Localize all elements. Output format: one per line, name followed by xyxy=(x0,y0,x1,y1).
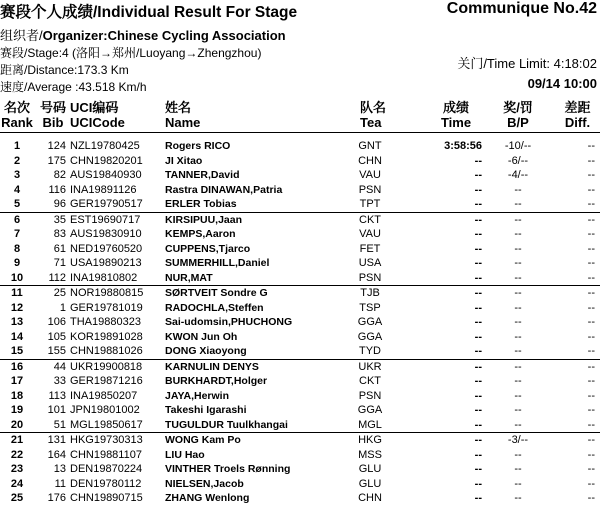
cell-uci: GER19781019 xyxy=(70,301,143,314)
table-row xyxy=(0,242,600,257)
cell-rank: 2 xyxy=(13,154,21,167)
cell-name: RADOCHLA,Steffen xyxy=(165,301,264,314)
cell-time: -- xyxy=(474,477,482,490)
col-header-rank: 名次 Rank xyxy=(1,100,33,130)
cell-bp: -- xyxy=(514,242,522,255)
cell-uci: NED19760520 xyxy=(70,242,143,255)
cell-bp: -- xyxy=(514,404,522,416)
cell-bp: -- xyxy=(514,257,522,269)
cell-rank: 4 xyxy=(13,183,21,196)
organizer-value: Organizer:Chinese Cycling Association xyxy=(42,28,286,43)
cell-time: -- xyxy=(474,183,482,196)
col-header-name: 姓名 Name xyxy=(165,100,201,130)
organizer-label: 组织者/ xyxy=(0,28,43,43)
table-row xyxy=(0,286,600,301)
table-row xyxy=(0,491,600,506)
cell-bib: 83 xyxy=(53,228,66,240)
cell-bib: 101 xyxy=(47,404,66,416)
cell-time: -- xyxy=(474,301,482,314)
table-row xyxy=(0,389,600,404)
cell-diff: -- xyxy=(587,198,595,210)
table-row xyxy=(0,330,600,345)
cell-uci: CHN19820201 xyxy=(70,154,143,167)
cell-team: GGA xyxy=(357,330,383,343)
table-row xyxy=(0,183,600,198)
cell-bp: -- xyxy=(514,213,522,226)
cell-name: VINTHER Troels Rønning xyxy=(165,463,291,475)
table-row xyxy=(0,448,600,463)
cell-uci: UKR19900818 xyxy=(70,360,143,373)
cell-diff: -- xyxy=(587,183,595,196)
col-header-bib: 号码 Bib xyxy=(39,100,66,130)
table-row xyxy=(0,315,600,330)
cell-bib: 44 xyxy=(53,360,66,373)
cell-name: KWON Jun Oh xyxy=(165,330,238,343)
cell-bib: 105 xyxy=(47,330,66,343)
cell-bp: -- xyxy=(514,316,522,328)
cell-team: CHN xyxy=(358,492,382,504)
cell-diff: -- xyxy=(587,389,595,402)
cell-rank: 11 xyxy=(11,287,23,299)
cell-team: TJB xyxy=(360,287,380,299)
table-row xyxy=(0,462,600,477)
cell-time: -- xyxy=(474,257,482,269)
cell-time: 3:58:56 xyxy=(444,140,482,152)
cell-bib: 61 xyxy=(53,242,66,255)
time-limit: 关门/Time Limit: 4:18:02 xyxy=(457,56,597,71)
cell-diff: -- xyxy=(587,448,595,461)
cell-name: ERLER Tobias xyxy=(165,198,237,210)
cell-team: CHN xyxy=(358,154,382,167)
cell-bib: 164 xyxy=(47,448,66,461)
cell-uci: CHN19881107 xyxy=(70,448,142,461)
results-table xyxy=(0,139,600,506)
cell-rank: 15 xyxy=(10,345,24,357)
cell-bib: 1 xyxy=(59,301,66,314)
cell-bib: 175 xyxy=(47,154,66,167)
cell-bp: -- xyxy=(514,301,522,314)
cell-time: -- xyxy=(474,169,482,181)
col-header-uci: UCI编码 UCICode xyxy=(70,100,125,130)
cell-uci: GER19871216 xyxy=(70,375,143,387)
cell-rank: 20 xyxy=(10,418,24,431)
table-row xyxy=(0,301,600,316)
cell-name: SUMMERHILL,Daniel xyxy=(165,257,270,269)
cell-diff: -- xyxy=(587,434,595,446)
cell-uci: KOR19891028 xyxy=(70,330,143,343)
cell-name: JI Xitao xyxy=(165,154,203,167)
cell-name: Rastra DINAWAN,Patria xyxy=(165,183,283,196)
cell-name: WONG Kam Po xyxy=(165,434,241,446)
cell-time: -- xyxy=(474,330,482,343)
cell-bib: 82 xyxy=(53,169,66,181)
cell-diff: -- xyxy=(587,463,595,475)
cell-team: GLU xyxy=(358,463,382,475)
cell-team: CKT xyxy=(359,375,381,387)
col-header-diff: 差距 Diff. xyxy=(564,100,591,130)
table-row xyxy=(0,418,600,434)
cell-uci: NZL19780425 xyxy=(70,140,140,152)
cell-bp: -10/-- xyxy=(504,140,532,152)
cell-diff: -- xyxy=(587,228,595,240)
table-row xyxy=(0,271,600,287)
cell-bp: -- xyxy=(514,287,522,299)
cell-time: -- xyxy=(474,316,482,328)
cell-bib: 155 xyxy=(47,345,66,357)
cell-uci: CHN19881026 xyxy=(70,345,143,357)
cell-bib: 113 xyxy=(48,389,66,402)
cell-team: FET xyxy=(359,242,381,255)
cell-diff: -- xyxy=(587,257,595,269)
cell-rank: 19 xyxy=(10,404,24,416)
cell-diff: -- xyxy=(587,140,595,152)
cell-bp: -- xyxy=(514,492,522,504)
cell-diff: -- xyxy=(587,477,595,490)
cell-name: Takeshi Igarashi xyxy=(165,404,247,416)
cell-bp: -- xyxy=(514,418,522,431)
cell-team: UKR xyxy=(358,360,382,373)
cell-rank: 1 xyxy=(13,140,21,152)
cell-time: -- xyxy=(474,154,482,167)
cell-time: -- xyxy=(474,198,482,210)
cell-time: -- xyxy=(474,404,482,416)
cell-diff: -- xyxy=(587,492,595,504)
cell-bp: -- xyxy=(514,477,522,490)
table-row xyxy=(0,197,600,213)
cell-name: NIELSEN,Jacob xyxy=(165,477,244,490)
table-row xyxy=(0,360,600,375)
cell-bp: -- xyxy=(514,463,522,475)
table-row xyxy=(0,403,600,418)
cell-team: GGA xyxy=(357,404,383,416)
table-row xyxy=(0,227,600,242)
cell-bib: 112 xyxy=(48,271,66,284)
cell-uci: JPN19801002 xyxy=(70,404,140,416)
distance-line: 距离/Distance:173.3 Km xyxy=(0,63,129,77)
cell-uci: DEN19780112 xyxy=(70,477,142,490)
cell-name: TANNER,David xyxy=(165,169,240,181)
cell-diff: -- xyxy=(587,242,595,255)
cell-rank: 18 xyxy=(10,389,24,402)
cell-bib: 124 xyxy=(47,140,66,152)
column-header-row xyxy=(0,100,600,132)
cell-name: TUGULDUR Tuulkhangai xyxy=(165,418,288,431)
cell-team: GGA xyxy=(357,316,383,328)
cell-rank: 17 xyxy=(10,375,24,387)
cell-diff: -- xyxy=(587,360,595,373)
cell-uci: HKG19730313 xyxy=(70,434,143,446)
cell-diff: -- xyxy=(587,271,595,284)
cell-time: -- xyxy=(474,448,482,461)
cell-bib: 25 xyxy=(53,287,66,299)
cell-uci: NOR19880815 xyxy=(70,287,144,299)
cell-team: GNT xyxy=(358,140,382,152)
cell-bp: -4/-- xyxy=(507,169,529,181)
organizer-line xyxy=(0,25,286,44)
cell-time: -- xyxy=(474,271,482,284)
cell-bib: 13 xyxy=(53,463,66,475)
cell-uci: GER19790517 xyxy=(70,198,143,210)
cell-rank: 23 xyxy=(10,463,24,475)
cell-bp: -- xyxy=(514,345,522,357)
cell-time: -- xyxy=(474,463,482,475)
cell-team: MSS xyxy=(358,448,382,461)
cell-uci: THA19880323 xyxy=(70,316,141,328)
table-row xyxy=(0,374,600,389)
cell-bib: 71 xyxy=(53,257,66,269)
stage-line: 赛段/Stage:4 (洛阳→郑州/Luoyang→Zhengzhou) xyxy=(0,46,262,60)
cell-team: HKG xyxy=(358,434,382,446)
cell-uci: DEN19870224 xyxy=(70,463,143,475)
cell-bp: -- xyxy=(514,183,522,196)
table-row xyxy=(0,139,600,154)
cell-bib: 96 xyxy=(53,198,66,210)
cell-team: TYD xyxy=(359,345,381,357)
cell-diff: -- xyxy=(587,404,595,416)
cell-uci: USA19890213 xyxy=(70,257,142,269)
cell-bib: 176 xyxy=(47,492,66,504)
cell-time: -- xyxy=(474,345,482,357)
cell-uci: MGL19850617 xyxy=(70,418,143,431)
cell-name: KARNULIN DENYS xyxy=(165,360,259,373)
cell-time: -- xyxy=(474,418,482,431)
cell-bp: -6/-- xyxy=(507,154,529,167)
cell-bp: -- xyxy=(514,198,522,210)
cell-uci: AUS19840930 xyxy=(70,169,142,181)
cell-bib: 116 xyxy=(48,183,66,196)
cell-team: GLU xyxy=(358,477,382,490)
col-header-team: 队名 Tea xyxy=(360,100,387,130)
cell-name: DONG Xiaoyong xyxy=(165,345,247,357)
cell-uci: INA19891126 xyxy=(70,183,137,196)
cell-team: VAU xyxy=(359,228,381,240)
cell-rank: 12 xyxy=(10,301,24,314)
cell-diff: -- xyxy=(587,154,595,167)
cell-rank: 7 xyxy=(13,228,21,240)
cell-uci: EST19690717 xyxy=(70,213,141,226)
cell-team: PSN xyxy=(358,183,382,196)
cell-name: BURKHARDT,Holger xyxy=(165,375,268,387)
cell-time: -- xyxy=(474,360,482,373)
cell-name: LIU Hao xyxy=(165,448,205,461)
table-row xyxy=(0,168,600,183)
cell-uci: INA19850207 xyxy=(70,389,138,402)
cell-diff: -- xyxy=(587,345,595,357)
cell-rank: 14 xyxy=(10,330,24,343)
cell-bib: 106 xyxy=(47,316,66,328)
cell-diff: -- xyxy=(587,330,595,343)
cell-name: KEMPS,Aaron xyxy=(165,228,236,240)
cell-diff: -- xyxy=(587,418,595,431)
cell-diff: -- xyxy=(587,301,595,314)
cell-rank: 5 xyxy=(13,198,21,210)
cell-time: -- xyxy=(474,492,482,504)
table-row xyxy=(0,477,600,492)
cell-time: -- xyxy=(474,287,482,299)
cell-name: CUPPENS,Tjarco xyxy=(165,242,251,255)
cell-team: USA xyxy=(358,257,382,269)
cell-bp: -- xyxy=(514,271,522,284)
cell-uci: AUS19830910 xyxy=(70,228,142,240)
cell-bp: -- xyxy=(514,228,522,240)
cell-bp: -- xyxy=(514,448,522,461)
cell-uci: INA19810802 xyxy=(70,271,138,284)
cell-bp: -- xyxy=(514,389,522,402)
cell-time: -- xyxy=(474,389,482,402)
cell-bib: 35 xyxy=(53,213,66,226)
cell-diff: -- xyxy=(587,375,595,387)
cell-rank: 8 xyxy=(13,242,21,255)
cell-name: Rogers RICO xyxy=(165,140,231,152)
cell-team: TSP xyxy=(359,301,381,314)
col-header-time: 成绩 Time xyxy=(440,100,472,130)
average-line: 速度/Average :43.518 Km/h xyxy=(0,80,147,94)
table-row xyxy=(0,344,600,360)
cell-team: PSN xyxy=(358,271,382,284)
cell-time: -- xyxy=(474,375,482,387)
document-title: 赛段个人成绩/Individual Result For Stage xyxy=(0,4,298,21)
cell-team: MGL xyxy=(358,418,382,431)
cell-rank: 9 xyxy=(13,257,21,269)
cell-name: NUR,MAT xyxy=(165,271,213,284)
cell-rank: 21 xyxy=(10,434,24,446)
cell-team: CKT xyxy=(359,213,381,226)
cell-name: SØRTVEIT Sondre G xyxy=(165,287,268,299)
cell-time: -- xyxy=(474,228,482,240)
cell-rank: 25 xyxy=(10,492,24,504)
communique-number: Communique No.42 xyxy=(446,0,597,17)
cell-team: TPT xyxy=(359,198,381,210)
cell-rank: 24 xyxy=(10,477,24,490)
cell-team: PSN xyxy=(358,389,382,402)
cell-uci: CHN19890715 xyxy=(70,492,143,504)
cell-rank: 6 xyxy=(13,213,21,226)
cell-time: -- xyxy=(474,434,482,446)
document-date: 09/14 10:00 xyxy=(527,76,597,91)
cell-bib: 11 xyxy=(54,477,66,490)
cell-bp: -- xyxy=(514,360,522,373)
col-header-bp: 奖/罚 B/P xyxy=(503,100,533,130)
cell-bib: 131 xyxy=(47,434,66,446)
cell-rank: 3 xyxy=(13,169,21,181)
cell-rank: 22 xyxy=(10,448,24,461)
cell-bib: 51 xyxy=(53,418,66,431)
cell-diff: -- xyxy=(587,213,595,226)
cell-bp: -- xyxy=(514,330,522,343)
cell-name: ZHANG Wenlong xyxy=(165,492,250,504)
cell-diff: -- xyxy=(587,316,595,328)
cell-name: KIRSIPUU,Jaan xyxy=(165,213,243,226)
cell-rank: 16 xyxy=(10,360,24,373)
header-divider xyxy=(0,132,600,133)
cell-name: JAYA,Herwin xyxy=(165,389,230,402)
cell-team: VAU xyxy=(359,169,381,181)
table-row xyxy=(0,213,600,228)
cell-bib: 33 xyxy=(53,375,66,387)
cell-rank: 13 xyxy=(10,316,24,328)
cell-bp: -3/-- xyxy=(507,434,529,446)
cell-time: -- xyxy=(474,213,482,226)
table-row xyxy=(0,433,600,448)
cell-time: -- xyxy=(474,242,482,255)
cell-rank: 10 xyxy=(10,271,24,284)
table-row xyxy=(0,154,600,169)
cell-name: Sai-udomsin,PHUCHONG xyxy=(165,316,293,328)
cell-diff: -- xyxy=(587,287,595,299)
cell-bp: -- xyxy=(514,375,522,387)
table-row xyxy=(0,256,600,271)
cell-diff: -- xyxy=(587,169,595,181)
